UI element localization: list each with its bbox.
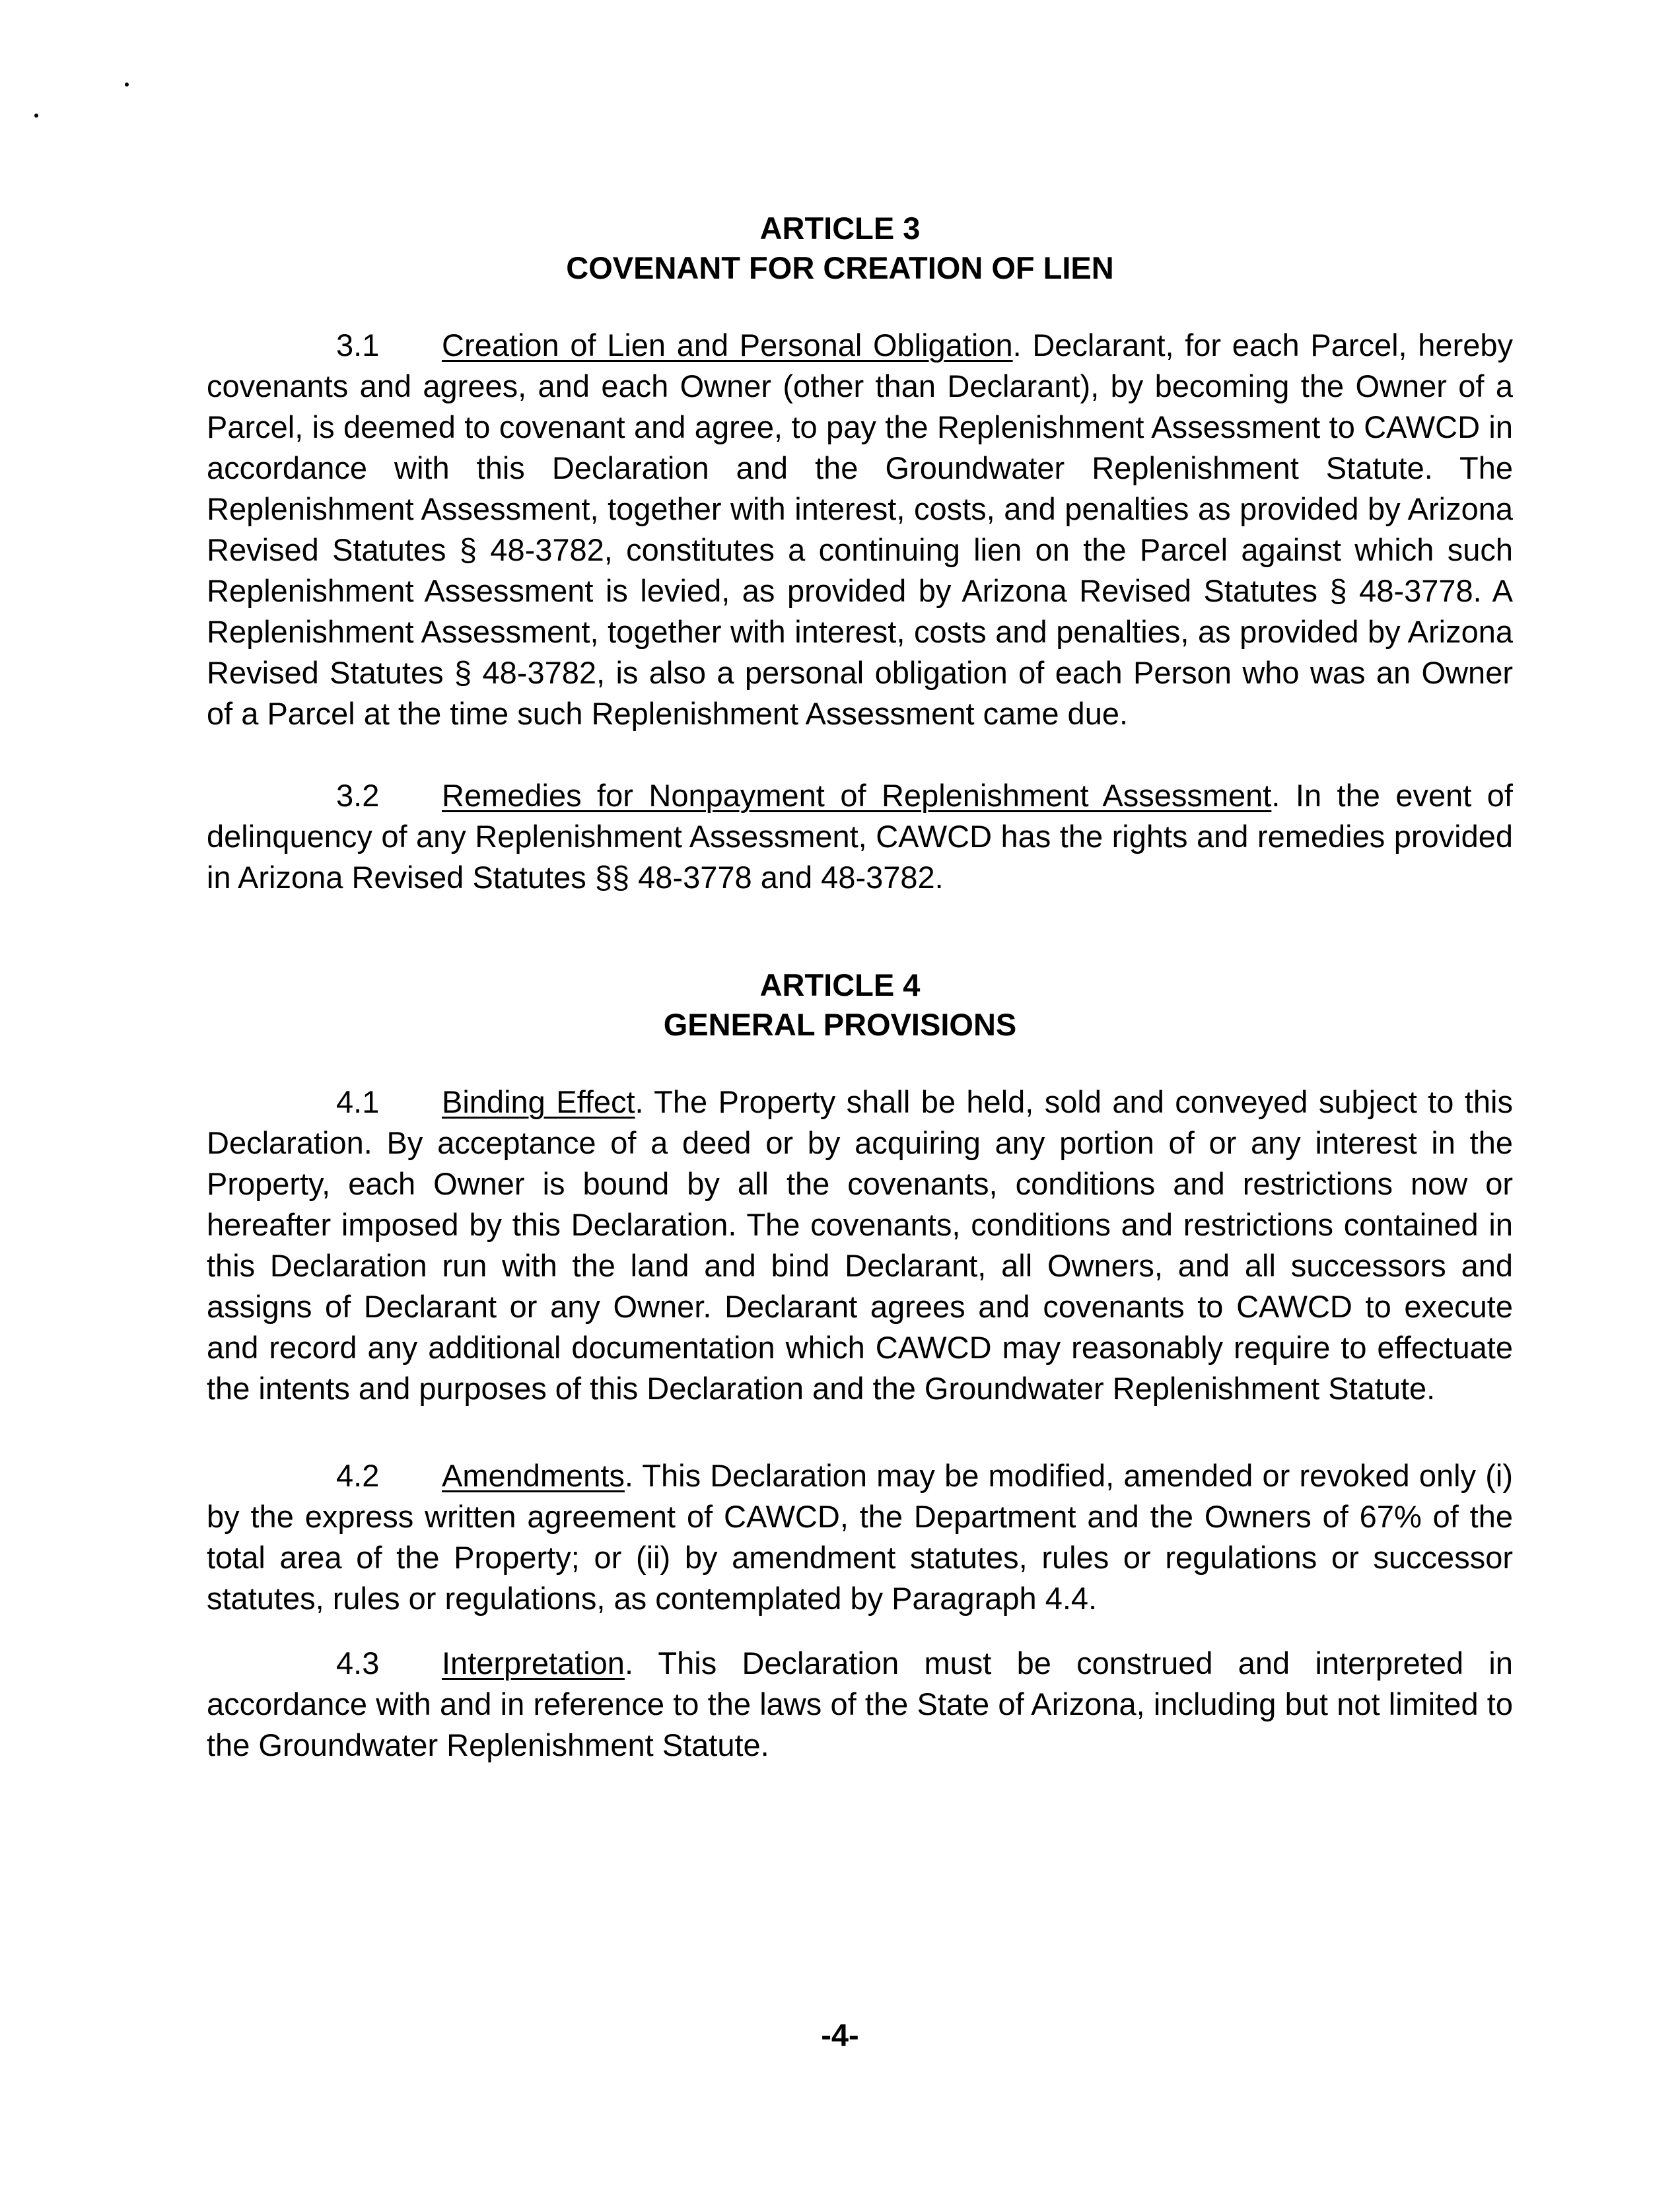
page-number: -4- [821, 2017, 859, 2052]
section-3-1 [207, 325, 1513, 734]
section-number: 3.2 [336, 778, 380, 813]
scan-speck [34, 114, 38, 118]
section-text: . In the event of delinquency of any Replenishment Assessment, CAWCD has the rights and remedies provided in Arizona Revised Statutes §§ 48-3778 and 48-3782. [207, 778, 1513, 895]
section-4-3 [207, 1643, 1513, 1766]
section-4-1 [207, 1082, 1513, 1409]
section-text: . The Property shall be held, sold and conveyed subject to this Declaration. By acceptance of a deed or by acquiring any portion of or any interest in the Property, each Owner is bound by all the covenants, conditions and restrictions now or hereafter imposed by this Declaration. The covenants, conditions and restrictions contained in this Declaration run with the land and bind Declarant, all Owners, and all successors and assigns of Declarant or any Owner. Declarant agrees and covenants to CAWCD to execute and record any additional documentation which CAWCD may reasonably require to effectuate the intents and purposes of this Declaration and the Groundwater Replenishment Statute. [207, 1084, 1513, 1406]
section-caption: Amendments [442, 1458, 625, 1493]
section-number: 3.1 [336, 328, 380, 363]
section-caption: Interpretation [442, 1646, 625, 1681]
section-4-2 [207, 1455, 1513, 1619]
section-caption: Remedies for Nonpayment of Replenishment Assessment [442, 778, 1272, 813]
section-caption: Binding Effect [442, 1084, 635, 1119]
section-caption: Creation of Lien and Personal Obligation [442, 328, 1013, 363]
section-text: . This Declaration must be construed and interpreted in accordance with and in reference to the laws of the State of Arizona, including but not limited to the Groundwater Replenishment Statute. [207, 1646, 1513, 1762]
section-3-2 [207, 775, 1513, 898]
article-3-subtitle: COVENANT FOR CREATION OF LIEN [566, 250, 1114, 285]
article-4-subtitle: GENERAL PROVISIONS [663, 1007, 1017, 1042]
article-3-title: ARTICLE 3 [759, 211, 921, 246]
section-number: 4.2 [336, 1458, 380, 1493]
scan-speck [125, 83, 129, 87]
section-text: . Declarant, for each Parcel, hereby covenants and agrees, and each Owner (other than Declarant), by becoming the Owner of a Parcel, is deemed to covenant and agree, to pay the Replenishment Assessment to CAWCD in accordance with this Declaration and the Groundwater Replenishment Statute. The Replenishment Assessment, together with interest, costs, and penalties as provided by Arizona Revised Statutes § 48-3782, constitutes a continuing lien on the Parcel against which such Replenishment Assessment is levied, as provided by Arizona Revised Statutes § 48-3778. A Replenishment Assessment, together with interest, costs and penalties, as provided by Arizona Revised Statutes § 48-3782, is also a personal obligation of each Person who was an Owner of a Parcel at the time such Replenishment Assessment came due. [207, 328, 1513, 731]
article-4-title: ARTICLE 4 [759, 967, 921, 1002]
section-text: . This Declaration may be modified, amended or revoked only (i) by the express written agreement of CAWCD, the Department and the Owners of 67% of the total area of the Property; or (ii) by amendment statutes, rules or regulations or successor statutes, rules or regulations, as contemplated by Paragraph 4.4. [207, 1458, 1513, 1616]
section-number: 4.3 [336, 1646, 380, 1681]
section-number: 4.1 [336, 1084, 380, 1119]
